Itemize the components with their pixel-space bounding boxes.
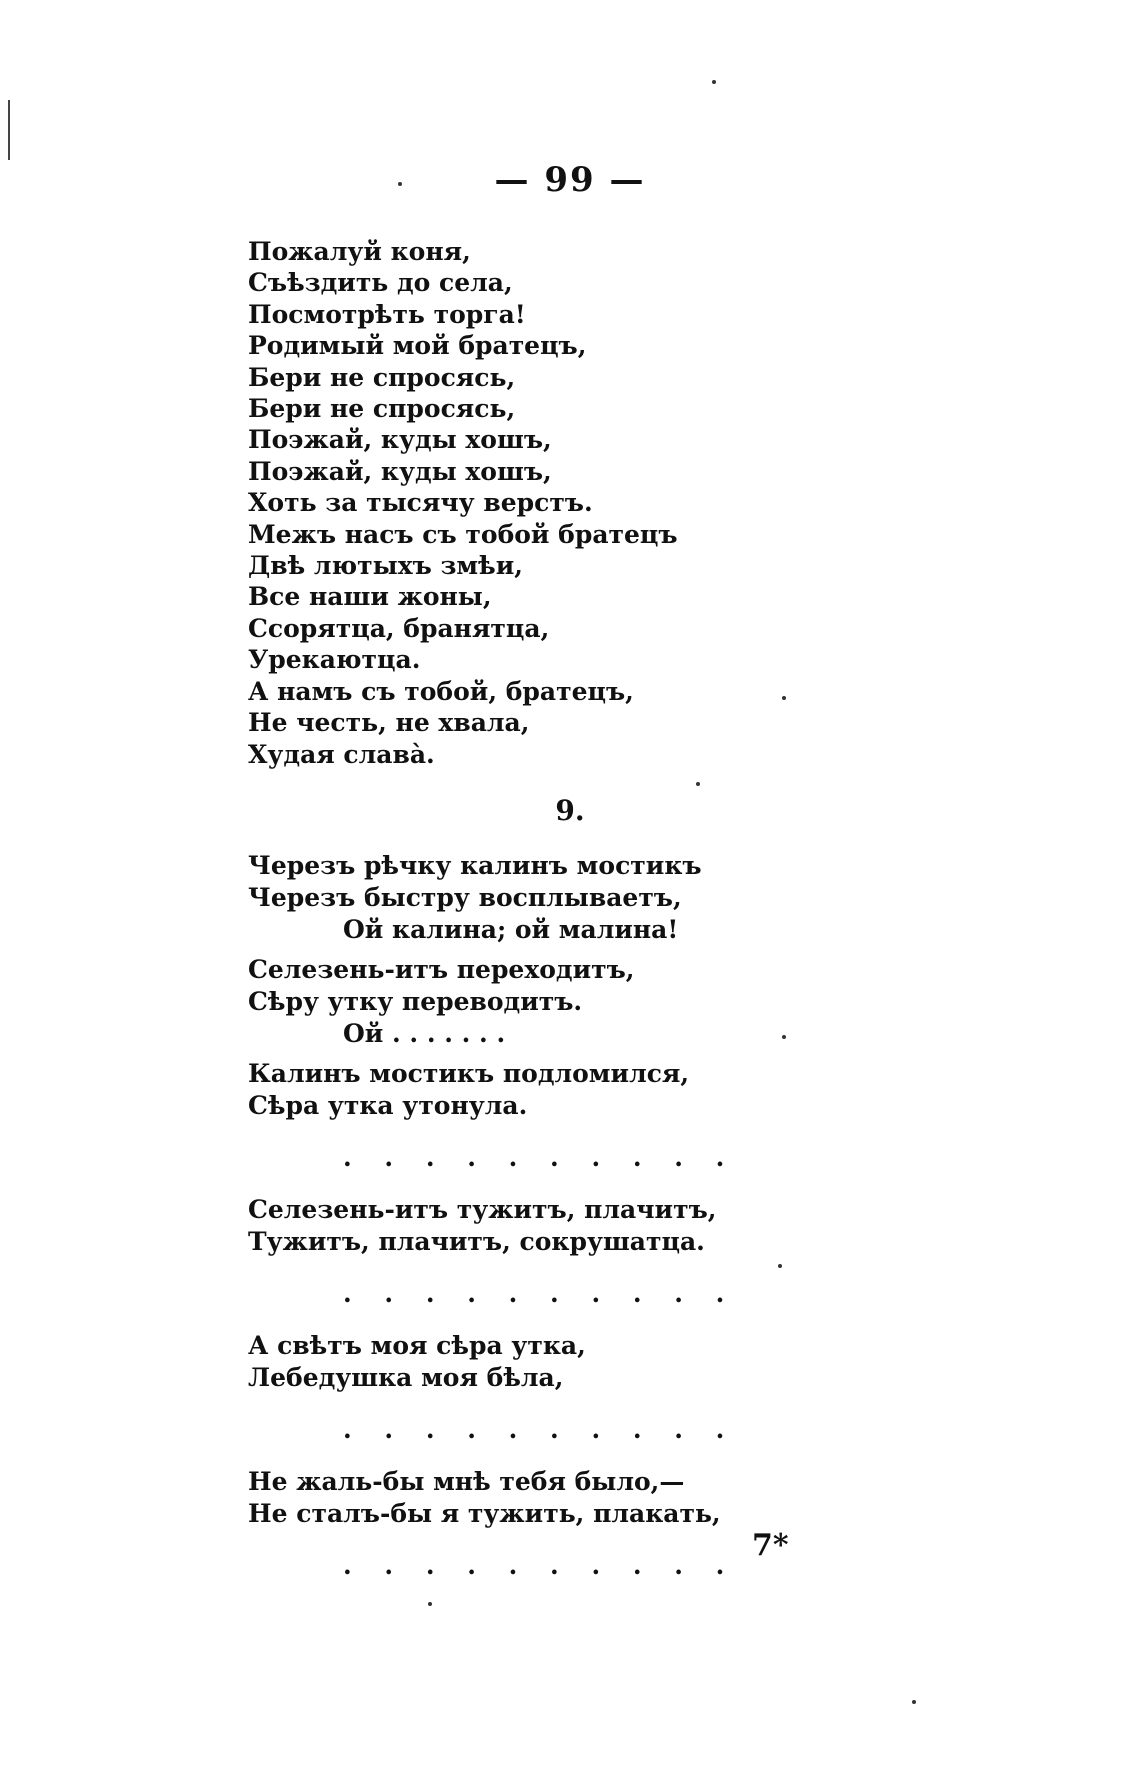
poem-line: Двѣ лютыхъ змѣи, [248,551,523,581]
song-nine [248,850,848,1582]
ellipsis-row: . . . . . . . . . . [343,1551,737,1580]
page-number: — 99 — [494,160,646,200]
poem-line: Родимый мой братецъ, [248,331,587,361]
poem-line: Хоть за тысячу верстъ. [248,488,593,518]
poem-line: А намъ съ тобой, братецъ, [248,676,634,706]
speck [696,782,700,786]
poem-line: Черезъ быстру восплываетъ, [248,883,682,912]
poem-line: Тужитъ, плачитъ, сокрушатца. [248,1227,705,1256]
poem-line: А свѣтъ моя сѣра утка, [248,1331,586,1360]
poem-line: Не сталъ-бы я тужить, плакать, [248,1499,721,1528]
poem-line: Не честь, не хвала, [248,708,530,738]
section-number: 9. [555,794,585,827]
speck [428,1602,432,1606]
ellipsis-row: . . . . . . . . . . [343,1279,737,1308]
speck [782,696,786,700]
poem-line: Селезень-итъ тужитъ, плачитъ, [248,1195,717,1224]
page-edge-mark [8,100,10,160]
poem-line: Съѣздить до села, [248,268,513,298]
speck [398,182,402,186]
poem-line: Урекаютца. [248,645,421,675]
poem-line: Калинъ мостикъ подломился, [248,1059,690,1088]
stanza-one [248,236,808,770]
poem-line: Сѣру утку переводитъ. [248,987,583,1016]
poem-line: Селезень-итъ переходитъ, [248,955,635,984]
poem-line: Поэжай, куды хошъ, [248,425,552,455]
refrain-line: Ой калина; ой малина! [343,915,679,944]
speck [912,1700,916,1704]
poem-line: Посмотрѣть торга! [248,299,526,329]
speck [712,80,716,84]
poem-line: Черезъ рѣчку калинъ мостикъ [248,851,702,880]
ellipsis-row: . . . . . . . . . . [343,1415,737,1444]
signature-mark: 7* [752,1528,789,1563]
poem-line: Ссорятца, бранятца, [248,613,550,643]
poem-line: Все наши жоны, [248,582,492,612]
poem-line: Бери не спросясь, [248,394,516,424]
poem-line: Бери не спросясь, [248,362,516,392]
ellipsis-row: . . . . . . . . . . [343,1143,737,1172]
refrain-short-line: Ой . . . . . . . [343,1019,506,1048]
poem-line: Пожалуй коня, [248,237,471,266]
poem-line: Сѣра утка утонула. [248,1091,528,1120]
poem-line: Худая славà. [248,739,435,769]
speck [778,1264,782,1268]
poem-line: Межъ насъ съ тобой братецъ [248,519,678,549]
poem-line: Поэжай, куды хошъ, [248,456,552,486]
poem-line: Не жаль-бы мнѣ тебя было,— [248,1467,685,1496]
poem-line: Лебедушка моя бѣла, [248,1363,564,1392]
speck [782,1035,786,1039]
